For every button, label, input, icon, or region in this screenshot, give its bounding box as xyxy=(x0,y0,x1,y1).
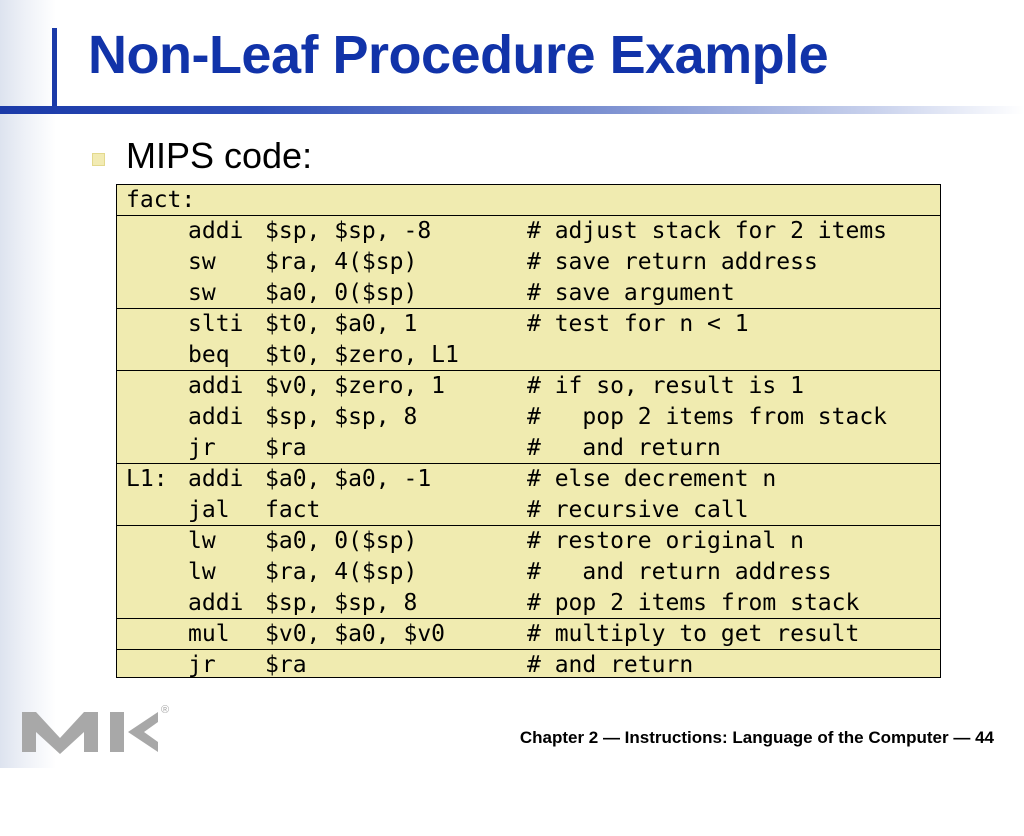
code-opcode: jr xyxy=(188,435,216,461)
code-comment: # and return address xyxy=(527,559,832,585)
code-operands: $t0, $zero, L1 xyxy=(265,342,459,368)
code-opcode: slti xyxy=(188,311,244,337)
code-operands: $ra, 4($sp) xyxy=(265,249,418,275)
code-comment: # pop 2 items from stack xyxy=(527,590,860,616)
code-operands: $sp, $sp, 8 xyxy=(265,404,418,430)
code-opcode: sw xyxy=(188,280,216,306)
code-comment: # test for n < 1 xyxy=(527,311,749,337)
code-line xyxy=(117,402,940,433)
code-comment: # and return xyxy=(527,435,721,461)
code-label: fact: xyxy=(126,187,196,213)
code-line xyxy=(117,278,940,309)
code-opcode: beq xyxy=(188,342,230,368)
code-comment: # recursive call xyxy=(527,497,749,523)
code-line xyxy=(117,216,940,247)
code-line xyxy=(117,371,940,402)
code-line xyxy=(117,433,940,464)
code-opcode: lw xyxy=(188,528,216,554)
code-opcode: mul xyxy=(188,621,230,647)
code-opcode: sw xyxy=(188,249,216,275)
logo-letter-k-arrow xyxy=(128,712,158,752)
code-comment: # multiply to get result xyxy=(527,621,860,647)
code-comment: # save return address xyxy=(527,249,818,275)
code-operands: $ra xyxy=(265,652,307,678)
code-operands: fact xyxy=(265,497,321,523)
code-comment: # else decrement n xyxy=(527,466,777,492)
registered-mark: ® xyxy=(161,704,170,716)
code-opcode: jal xyxy=(188,497,230,523)
code-line xyxy=(117,309,940,340)
logo-letter-m xyxy=(22,712,98,754)
code-line xyxy=(117,557,940,588)
code-line xyxy=(117,526,940,557)
code-opcode: addi xyxy=(188,590,244,616)
code-operands: $v0, $a0, $v0 xyxy=(265,621,446,647)
code-line xyxy=(117,495,940,526)
code-opcode: addi xyxy=(188,404,244,430)
code-line xyxy=(117,588,940,619)
code-operands: $a0, $a0, -1 xyxy=(265,466,432,492)
code-operands: $t0, $a0, 1 xyxy=(265,311,418,337)
code-comment: # adjust stack for 2 items xyxy=(527,218,888,244)
code-line xyxy=(117,340,940,371)
code-comment: # and return xyxy=(527,652,694,678)
title-accent-vertical-line xyxy=(52,28,57,106)
code-opcode: lw xyxy=(188,559,216,585)
logo-letter-k-bar xyxy=(110,712,124,752)
code-operands: $a0, 0($sp) xyxy=(265,528,418,554)
code-line xyxy=(117,619,940,650)
left-margin-gradient xyxy=(0,0,56,768)
code-line xyxy=(117,185,940,216)
slide-title: Non-Leaf Procedure Example xyxy=(88,25,829,85)
code-operands: $sp, $sp, 8 xyxy=(265,590,418,616)
code-label: L1: xyxy=(126,466,168,492)
code-operands: $ra, 4($sp) xyxy=(265,559,418,585)
code-comment: # restore original n xyxy=(527,528,804,554)
code-operands: $sp, $sp, -8 xyxy=(265,218,432,244)
code-comment: # pop 2 items from stack xyxy=(527,404,888,430)
code-operands: $a0, 0($sp) xyxy=(265,280,418,306)
code-operands: $v0, $zero, 1 xyxy=(265,373,446,399)
bullet-text: MIPS code: xyxy=(126,135,313,176)
code-opcode: addi xyxy=(188,373,244,399)
code-line xyxy=(117,464,940,495)
code-line xyxy=(117,650,940,681)
code-opcode: addi xyxy=(188,218,244,244)
slide-footer: Chapter 2 — Instructions: Language of the Computer — 44 xyxy=(519,728,994,747)
code-comment: # save argument xyxy=(527,280,735,306)
code-opcode: addi xyxy=(188,466,244,492)
bullet-square-icon xyxy=(92,153,105,166)
code-block xyxy=(116,184,941,678)
code-line xyxy=(117,247,940,278)
code-opcode: jr xyxy=(188,652,216,678)
code-comment: # if so, result is 1 xyxy=(527,373,804,399)
title-underline-bar xyxy=(0,106,1024,114)
code-operands: $ra xyxy=(265,435,307,461)
